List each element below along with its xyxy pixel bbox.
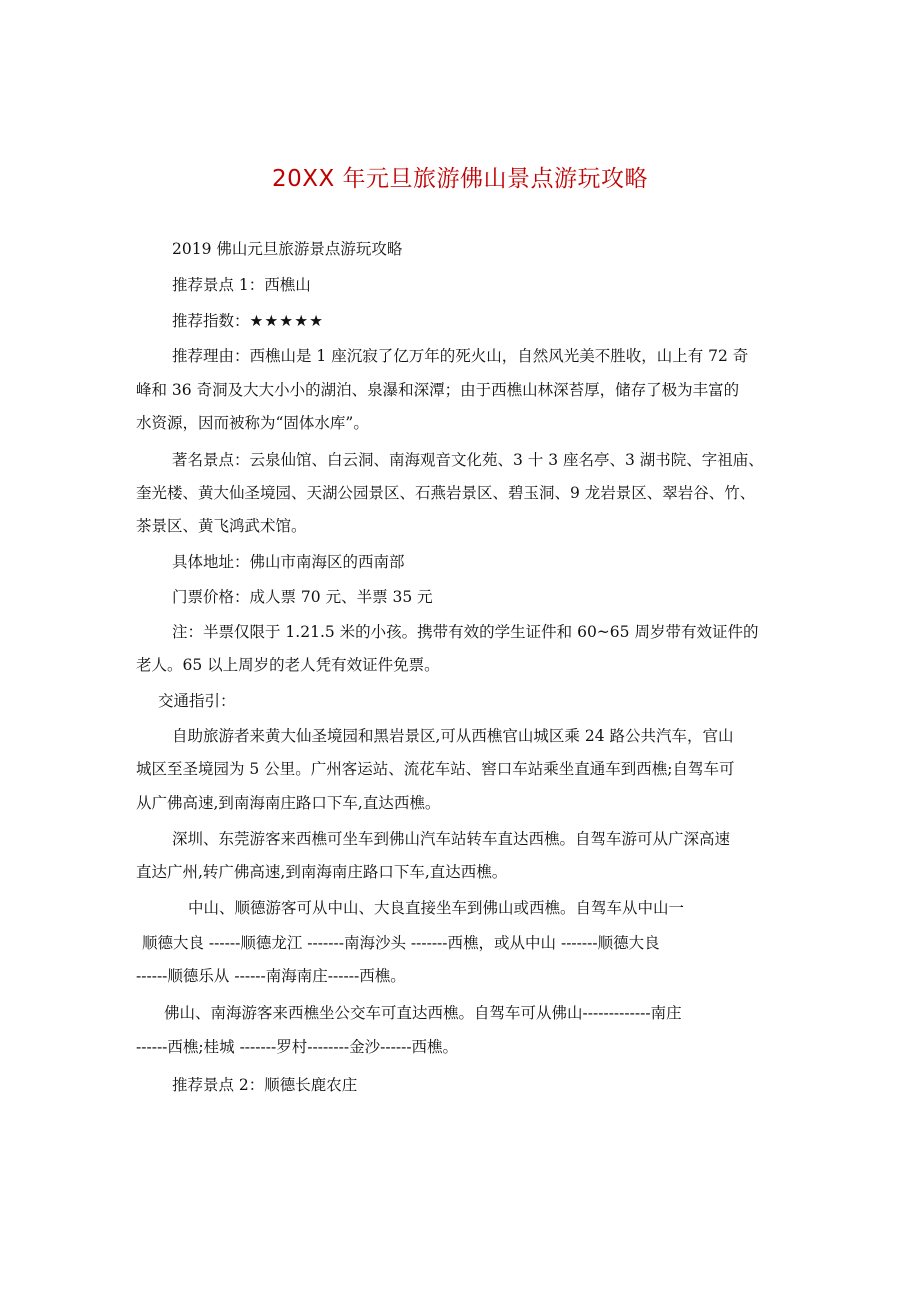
traffic3-line-1: 中山、顺德游客可从中山、大良直接坐车到佛山或西樵。自驾车从中山一 bbox=[188, 899, 685, 917]
famous-line-3: 茶景区、黄飞鸿武术馆。 bbox=[136, 517, 307, 535]
traffic2-line-1: 深圳、东莞游客来西樵可坐车到佛山汽车站转车直达西樵。自驾车游可从广深高速 bbox=[172, 830, 731, 848]
rating-line bbox=[172, 310, 324, 332]
reason-line-2: 峰和 36 奇洞及大大小小的湖泊、泉瀑和深潭；由于西樵山林深苔厚，储存了极为丰富的 bbox=[136, 381, 740, 399]
rating-label: 推荐指数： bbox=[172, 312, 250, 330]
spot1-heading: 推荐景点 1：西樵山 bbox=[172, 276, 311, 294]
traffic1-line-1: 自助旅游者来黄大仙圣境园和黑岩景区,可从西樵官山城区乘 24 路公共汽车，官山 bbox=[172, 727, 734, 745]
traffic3-line-3: ------顺德乐从 ------南海南庄------西樵。 bbox=[136, 967, 406, 985]
traffic1-line-3: 从广佛高速,到南海南庄路口下车,直达西樵。 bbox=[136, 794, 441, 812]
reason-line-3: 水资源，因而被称为“固体水库”。 bbox=[136, 414, 369, 432]
traffic4-line-2: ------西樵;桂城 -------罗村--------金沙------西樵。 bbox=[136, 1038, 459, 1056]
reason-line-1: 推荐理由：西樵山是 1 座沉寂了亿万年的死火山，自然风光美不胜收，山上有 72 奇 bbox=[172, 347, 749, 365]
document-title: 20XX 年元旦旅游佛山景点游玩攻略 bbox=[271, 166, 649, 192]
spot2-heading: 推荐景点 2：顺德长鹿农庄 bbox=[172, 1076, 358, 1094]
subtitle-line: 2019 佛山元旦旅游景点游玩攻略 bbox=[172, 240, 403, 258]
address-line: 具体地址：佛山市南海区的西南部 bbox=[172, 553, 405, 571]
note-line-1: 注：半票仅限于 1.21.5 米的小孩。携带有效的学生证件和 60~65 周岁带有效证件的 bbox=[172, 623, 759, 641]
rating-stars: ★★★★★ bbox=[249, 312, 324, 330]
traffic3-line-2: 顺德大良 ------顺德龙江 -------南海沙头 -------西樵，或从中山 -------顺德大良 bbox=[142, 934, 660, 952]
price-line: 门票价格：成人票 70 元、半票 35 元 bbox=[172, 588, 433, 606]
traffic-heading: 交通指引： bbox=[158, 692, 236, 710]
note-line-2: 老人。65 以上周岁的老人凭有效证件免票。 bbox=[136, 656, 440, 674]
traffic2-line-2: 直达广州,转广佛高速,到南海南庄路口下车,直达西樵。 bbox=[136, 863, 508, 881]
traffic1-line-2: 城区至圣境园为 5 公里。广州客运站、流花车站、窖口车站乘坐直通车到西樵;自驾车可 bbox=[136, 760, 735, 778]
famous-line-2: 奎光楼、黄大仙圣境园、天湖公园景区、石燕岩景区、碧玉洞、9 龙岩景区、翠岩谷、竹、 bbox=[136, 484, 756, 502]
famous-line-1: 著名景点：云泉仙馆、白云洞、南海观音文化苑、3 十 3 座名亭、3 湖书院、字祖庙、 bbox=[172, 451, 764, 469]
traffic4-line-1: 佛山、南海游客来西樵坐公交车可直达西樵。自驾车可从佛山-------------南庄 bbox=[164, 1004, 682, 1022]
